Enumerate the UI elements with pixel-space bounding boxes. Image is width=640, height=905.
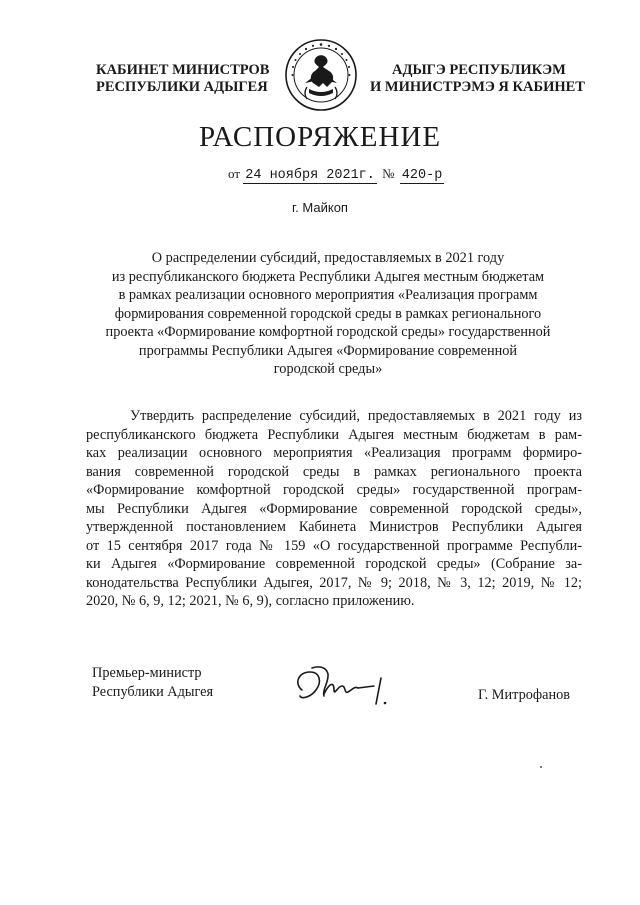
org-name-russian-line2: РЕСПУБЛИКИ АДЫГЕЯ [96,79,268,95]
document-date-number [228,166,444,183]
document-date: 24 ноября 2021г. [245,168,375,183]
body-line: ках реализации основного мероприятия «Реализация программ формиро- [86,445,582,461]
signatory-position-line1: Премьер-министр [92,665,202,681]
signatory-name: Г. Митрофанов [478,687,571,703]
handwritten-signature-icon [288,660,398,710]
subject-line: из республиканского бюджета Республики Адыгея местным бюджетам [111,268,545,285]
org-name-adyghe-line2: И МИНИСТРЭМЭ Я КАБИНЕТ [370,79,585,95]
body-line: 2020, № 6, 9, 12; 2021, № 6, 9), согласно приложению. [86,593,415,609]
document-number: 420-р [401,168,443,183]
document-title: РАСПОРЯЖЕНИЕ [198,121,442,153]
document-subject [90,249,566,379]
number-sign: № [382,166,395,181]
body-line: мы Республики Адыгея «Формирование современной городской среды», [86,500,582,517]
org-name-russian [96,62,269,96]
document-body [86,407,582,611]
org-name-adyghe [370,62,590,96]
document-city: г. Майкоп [292,200,348,215]
body-line: конодательства Республики Адыгея, 2017, № 9; 2018, № 3, 12; 2019, № 12; [86,574,582,591]
date-prefix: от [228,166,241,181]
subject-line: в рамках реализации основного мероприятия «Реализация программ [118,287,538,303]
subject-line: городской среды» [273,361,383,377]
signatory-position-line2: Республики Адыгея [92,684,214,700]
body-line: республиканского бюджета Республики Адыгея местным бюджетам в рам- [86,426,582,443]
body-line: «Формирование комфортной городской среды» государственной програм- [86,482,582,498]
signatory-position [92,664,213,702]
org-name-russian-line1: КАБИНЕТ МИНИСТРОВ [96,62,270,78]
body-line: ки Адыгея «Формирование современной городской среды» (Собрание за- [86,556,582,572]
scan-speck [540,766,542,768]
subject-line: программы Республики Адыгея «Формирование современной [138,342,518,359]
body-line: Утвердить распределение субсидий, предоставляемых в 2021 году из [130,408,582,424]
body-line: вания современной городской среды в рамках регионального проекта [86,463,582,480]
subject-line: проекта «Формирование комфортной городской среды» государственной [105,324,551,340]
coat-of-arms-emblem-icon [283,37,359,113]
subject-line: О распределении субсидий, предоставляемых в 2021 году [151,250,505,266]
body-line: утвержденной постановлением Кабинета Министров Республики Адыгея [86,519,582,535]
body-line: от 15 сентября 2017 года № 159 «О государственной программе Республи- [86,537,582,554]
org-name-adyghe-line1: АДЫГЭ РЕСПУБЛИКЭМ [392,62,566,78]
subject-line: формирования современной городской среды в рамках регионального [114,305,542,322]
